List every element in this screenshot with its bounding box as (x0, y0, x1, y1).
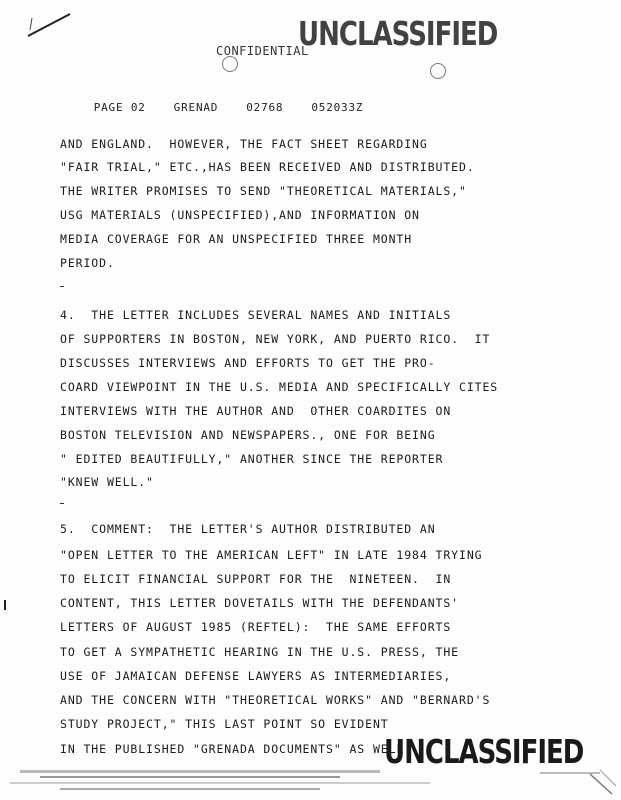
unclassified-stamp-bottom: UNCLASSIFIED (384, 734, 584, 772)
body-line: " EDITED BEAUTIFULLY," ANOTHER SINCE THE REPORTER (60, 452, 444, 466)
corner-scan-mark (24, 10, 74, 40)
paragraph-break-mark (60, 286, 64, 287)
classification-marking: CONFIDENTIAL (216, 44, 309, 58)
body-line: "KNEW WELL." (60, 475, 154, 489)
punch-hole-left (222, 56, 238, 72)
message-number: 02768 (246, 101, 284, 114)
punch-hole-right (430, 63, 446, 79)
scan-noise-strip (0, 766, 621, 800)
body-line: PERIOD. (60, 256, 115, 270)
body-line: INTERVIEWS WITH THE AUTHOR AND OTHER COARDITES ON (60, 404, 452, 418)
body-line: 4. THE LETTER INCLUDES SEVERAL NAMES AND INITIALS (60, 308, 452, 322)
post-name: GRENAD (173, 101, 219, 114)
body-line: USG MATERIALS (UNSPECIFIED),AND INFORMATION ON (60, 208, 420, 222)
paragraph-break-mark (60, 503, 64, 504)
body-line: AND ENGLAND. HOWEVER, THE FACT SHEET REGARDING (60, 137, 428, 151)
body-line: LETTERS OF AUGUST 1985 (REFTEL): THE SAME EFFORTS (60, 620, 452, 634)
body-line: 5. COMMENT: THE LETTER'S AUTHOR DISTRIBUTED AN (60, 522, 436, 536)
body-line: STUDY PROJECT," THIS LAST POINT SO EVIDENT (60, 717, 389, 731)
page-number: PAGE 02 (93, 101, 146, 114)
body-line: USE OF JAMAICAN DEFENSE LAWYERS AS INTERMEDIARIES, (60, 669, 452, 683)
body-line: TO GET A SYMPATHETIC HEARING IN THE U.S. PRESS, THE (60, 645, 460, 659)
body-line: BOSTON TELEVISION AND NEWSPAPERS., ONE FOR BEING (60, 428, 436, 442)
body-line: AND THE CONCERN WITH "THEORETICAL WORKS" AND "BERNARD'S (60, 693, 491, 707)
margin-mark (4, 600, 6, 610)
body-line: THE WRITER PROMISES TO SEND "THEORETICAL MATERIALS," (60, 184, 467, 198)
body-line: COARD VIEWPOINT IN THE U.S. MEDIA AND SPECIFICALLY CITES (60, 380, 499, 394)
body-line: IN THE PUBLISHED "GRENADA DOCUMENTS" AS WELL. (60, 742, 413, 756)
body-line: DISCUSSES INTERVIEWS AND EFFORTS TO GET THE PRO- (60, 356, 436, 370)
body-line: TO ELICIT FINANCIAL SUPPORT FOR THE NINETEEN. IN (60, 572, 452, 586)
date-time-group: 052033Z (311, 101, 364, 114)
body-line: "OPEN LETTER TO THE AMERICAN LEFT" IN LATE 1984 TRYING (60, 548, 483, 562)
body-line: MEDIA COVERAGE FOR AN UNSPECIFIED THREE MONTH (60, 232, 413, 246)
body-line: "FAIR TRIAL," ETC.,HAS BEEN RECEIVED AND DISTRIBUTED. (60, 160, 475, 174)
body-line: CONTENT, THIS LETTER DOVETAILS WITH THE DEFENDANTS' (60, 596, 460, 610)
message-header (64, 88, 391, 127)
body-line: OF SUPPORTERS IN BOSTON, NEW YORK, AND PUERTO RICO. IT (60, 332, 491, 346)
unclassified-stamp-top: UNCLASSIFIED (298, 16, 498, 54)
